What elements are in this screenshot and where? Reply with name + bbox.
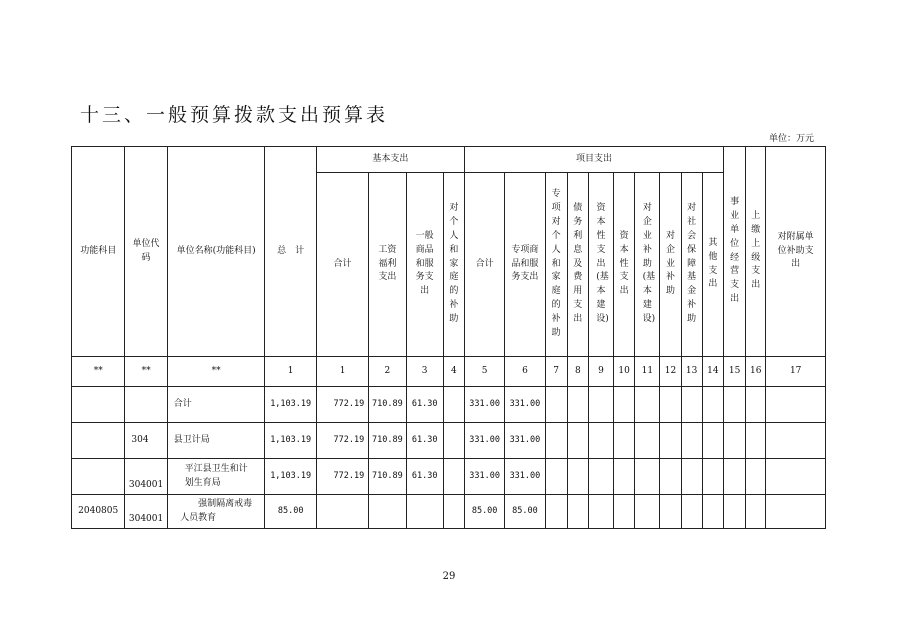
header-social-security: 对社会保障基金补助	[681, 173, 702, 357]
header-shiye: 事业单位经营支出	[724, 147, 746, 357]
header-project-family: 专项对个人和家庭的补助	[545, 173, 567, 357]
basic-total-cell: 772.19	[316, 423, 368, 459]
index-cell: 1	[265, 357, 316, 387]
name-cell: 县卫计局	[167, 423, 265, 459]
name-cell: 平江县卫生和计 划生育局	[167, 459, 265, 495]
project-total-cell: 85.00	[464, 495, 504, 529]
table-row	[72, 387, 826, 423]
index-cell: 7	[545, 357, 567, 387]
header-project-total: 合计	[464, 173, 504, 357]
index-cell: 4	[443, 357, 464, 387]
wage-cell	[369, 495, 406, 529]
project-total-cell: 331.00	[464, 459, 504, 495]
index-cell: 13	[681, 357, 702, 387]
header-total: 总 计	[265, 147, 316, 357]
func-cell: 2040805	[72, 495, 125, 529]
header-goods: 一般商品和服务支出	[406, 173, 443, 357]
code-cell: 304001	[125, 459, 167, 495]
index-cell: 17	[766, 357, 826, 387]
table-row	[72, 495, 826, 529]
budget-table	[71, 146, 826, 529]
name-cell: 合计	[167, 387, 265, 423]
header-enterprise-construction: 对企业补助(基本建设)	[635, 173, 660, 357]
header-other: 其他支出	[702, 173, 723, 357]
header-basic-total: 合计	[316, 173, 368, 357]
project-goods-cell: 85.00	[505, 495, 545, 529]
page-number: 29	[442, 571, 456, 582]
goods-cell	[406, 495, 443, 529]
header-basic: 基本支出	[316, 147, 464, 173]
project-total-cell: 331.00	[464, 387, 504, 423]
index-cell: 1	[316, 357, 368, 387]
index-row	[72, 357, 826, 387]
index-cell: 6	[505, 357, 545, 387]
goods-cell: 61.30	[406, 387, 443, 423]
header-code: 单位代码	[125, 147, 167, 357]
total-cell: 85.00	[265, 495, 316, 529]
project-goods-cell: 331.00	[505, 459, 545, 495]
header-capital-construction: 资本性支出(基本建设)	[588, 173, 613, 357]
basic-total-cell: 772.19	[316, 459, 368, 495]
header-project-goods: 专项商品和服务支出	[505, 173, 545, 357]
total-cell: 1,103.19	[265, 459, 316, 495]
total-cell: 1,103.19	[265, 423, 316, 459]
table-row	[72, 459, 826, 495]
index-cell: 10	[614, 357, 635, 387]
page-title: 十三、一般预算拨款支出预算表	[80, 104, 389, 126]
table-row	[72, 423, 826, 459]
header-family: 对个人和家庭的补助	[443, 173, 464, 357]
header-fushu: 对附属单位补助支出	[766, 147, 826, 357]
index-cell: 9	[588, 357, 613, 387]
project-total-cell: 331.00	[464, 423, 504, 459]
header-wage: 工资福利支出	[369, 173, 406, 357]
index-cell: 5	[464, 357, 504, 387]
index-cell: 14	[702, 357, 723, 387]
index-cell: 16	[746, 357, 766, 387]
index-cell: 12	[660, 357, 681, 387]
wage-cell: 710.89	[369, 387, 406, 423]
index-cell: 11	[635, 357, 660, 387]
func-cell	[72, 423, 125, 459]
project-goods-cell: 331.00	[505, 423, 545, 459]
index-cell: 3	[406, 357, 443, 387]
index-cell: 8	[567, 357, 588, 387]
code-cell: 304	[125, 423, 167, 459]
code-cell: 304001	[125, 495, 167, 529]
goods-cell: 61.30	[406, 423, 443, 459]
func-cell	[72, 387, 125, 423]
index-cell: **	[72, 357, 125, 387]
func-cell	[72, 459, 125, 495]
header-capital: 资本性支出	[614, 173, 635, 357]
header-shangjiao: 上缴上级支出	[746, 147, 766, 357]
wage-cell: 710.89	[369, 423, 406, 459]
header-func: 功能科目	[72, 147, 125, 357]
header-project: 项目支出	[464, 147, 723, 173]
header-name: 单位名称(功能科目)	[167, 147, 265, 357]
header-enterprise: 对企业补助	[660, 173, 681, 357]
header-row-1	[72, 147, 826, 173]
goods-cell: 61.30	[406, 459, 443, 495]
code-cell	[125, 387, 167, 423]
header-debt: 债务利息及费用支出	[567, 173, 588, 357]
index-cell: 2	[369, 357, 406, 387]
name-cell: 强制隔离戒毒 人员教育	[167, 495, 265, 529]
basic-total-cell	[316, 495, 368, 529]
index-cell: 15	[724, 357, 746, 387]
total-cell: 1,103.19	[265, 387, 316, 423]
wage-cell: 710.89	[369, 459, 406, 495]
index-cell: **	[125, 357, 167, 387]
basic-total-cell: 772.19	[316, 387, 368, 423]
index-cell: **	[167, 357, 265, 387]
project-goods-cell: 331.00	[505, 387, 545, 423]
unit-label: 单位：万元	[768, 134, 814, 144]
